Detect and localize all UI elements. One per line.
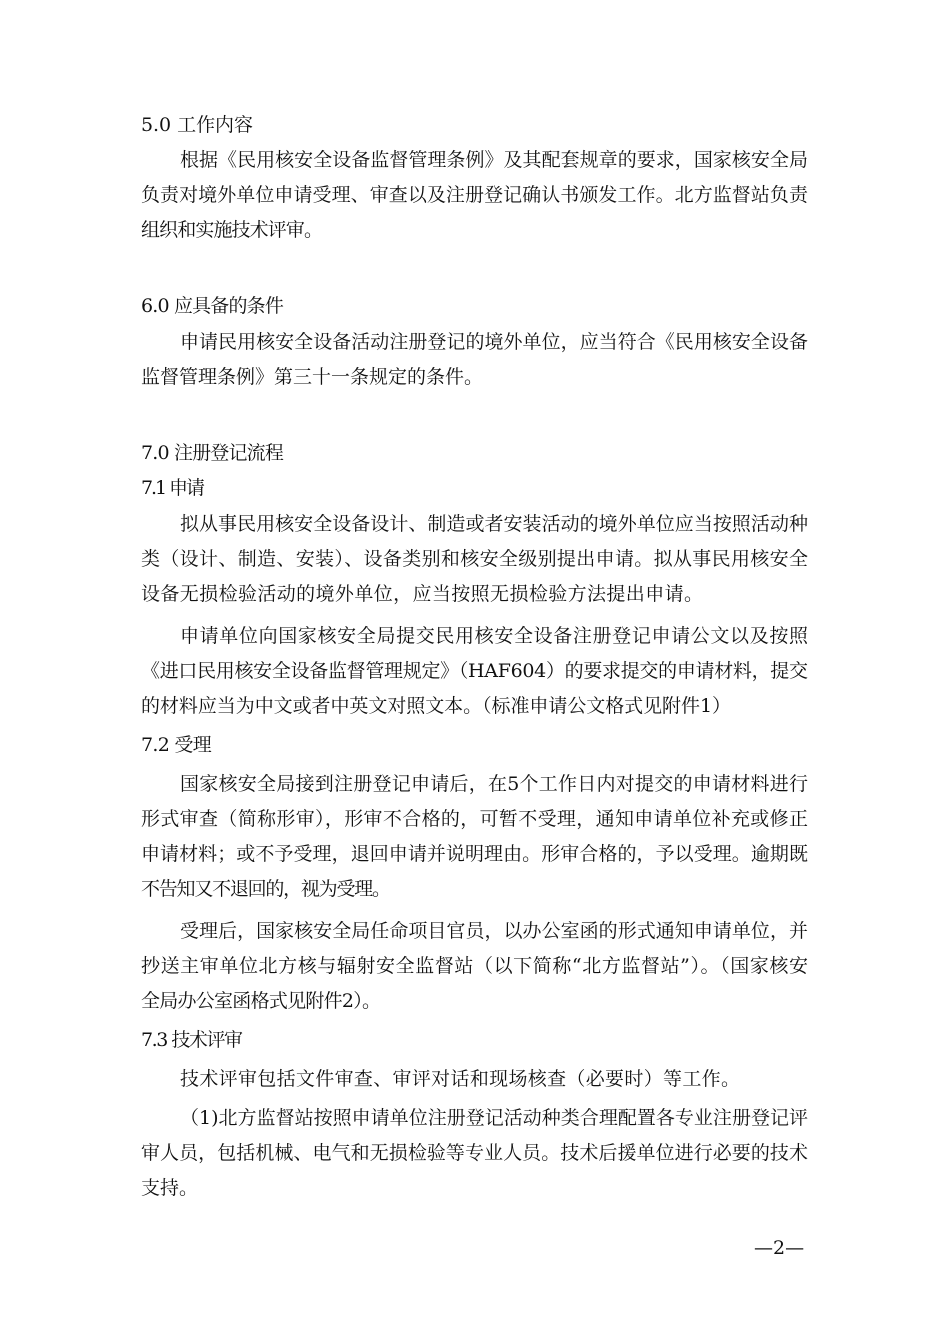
- paragraph-line: 监督管理条例》第三十一条规定的条件。: [141, 366, 484, 388]
- paragraph-line: 设备无损检验活动的境外单位，应当按照无损检验方法提出申请。: [141, 583, 704, 605]
- section-heading: 7.0 注册登记流程: [141, 442, 283, 464]
- section-heading: 6.0 应具备的条件: [141, 295, 283, 317]
- paragraph-line: 申请单位向国家核安全局提交民用核安全设备注册登记申请公文以及按照: [180, 625, 809, 647]
- paragraph-line: 类（设计、制造、安装）、设备类别和核安全级别提出申请。拟从事民用核安全: [141, 548, 809, 570]
- section-heading: 7.3 技术评审: [141, 1029, 242, 1051]
- paragraph-line: 的材料应当为中文或者中英文对照文本。（标准申请公文格式见附件1）: [141, 695, 731, 717]
- paragraph-line: 受理后，国家核安全局任命项目官员，以办公室函的形式通知申请单位，并: [180, 920, 809, 942]
- paragraph-line: 负责对境外单位申请受理、审查以及注册登记确认书颁发工作。北方监督站负责: [141, 184, 809, 206]
- paragraph-line: 拟从事民用核安全设备设计、制造或者安装活动的境外单位应当按照活动种: [180, 513, 809, 535]
- paragraph-line: 审人员，包括机械、电气和无损检验等专业人员。技术后援单位进行必要的技术: [141, 1142, 809, 1164]
- paragraph-line: 支持。: [141, 1177, 199, 1199]
- section-heading: 5.0 工作内容: [141, 114, 253, 136]
- section-heading: 7.1 申请: [141, 477, 203, 499]
- section-heading: 7.2 受理: [141, 734, 211, 756]
- paragraph-line: 抄送主审单位北方核与辐射安全监督站（以下简称“北方监督站”）。（国家核安: [141, 955, 809, 977]
- paragraph-line: 根据《民用核安全设备监督管理条例》及其配套规章的要求，国家核安全局: [180, 149, 809, 171]
- paragraph-line: 申请民用核安全设备活动注册登记的境外单位，应当符合《民用核安全设备: [180, 331, 809, 353]
- paragraph-line: 国家核安全局接到注册登记申请后，在5个工作日内对提交的申请材料进行: [180, 773, 809, 795]
- paragraph-line: （1)北方监督站按照申请单位注册登记活动种类合理配置各专业注册登记评: [180, 1107, 809, 1129]
- paragraph-line: 形式审查（简称形审），形审不合格的，可暂不受理，通知申请单位补充或修正: [141, 808, 809, 830]
- paragraph-line: 组织和实施技术评审。: [141, 219, 323, 241]
- paragraph-line: 技术评审包括文件审查、审评对话和现场核查（必要时）等工作。: [180, 1068, 741, 1090]
- paragraph-line: 申请材料；或不予受理，退回申请并说明理由。形审合格的，予以受理。逾期既: [141, 843, 809, 865]
- paragraph-line: 《进口民用核安全设备监督管理规定》（HAF604）的要求提交的申请材料，提交: [141, 660, 808, 682]
- paragraph-line: 不告知又不退回的，视为受理。: [141, 878, 390, 900]
- paragraph-line: 全局办公室函格式见附件2）。: [141, 990, 381, 1012]
- page-number: —2—: [754, 1237, 805, 1259]
